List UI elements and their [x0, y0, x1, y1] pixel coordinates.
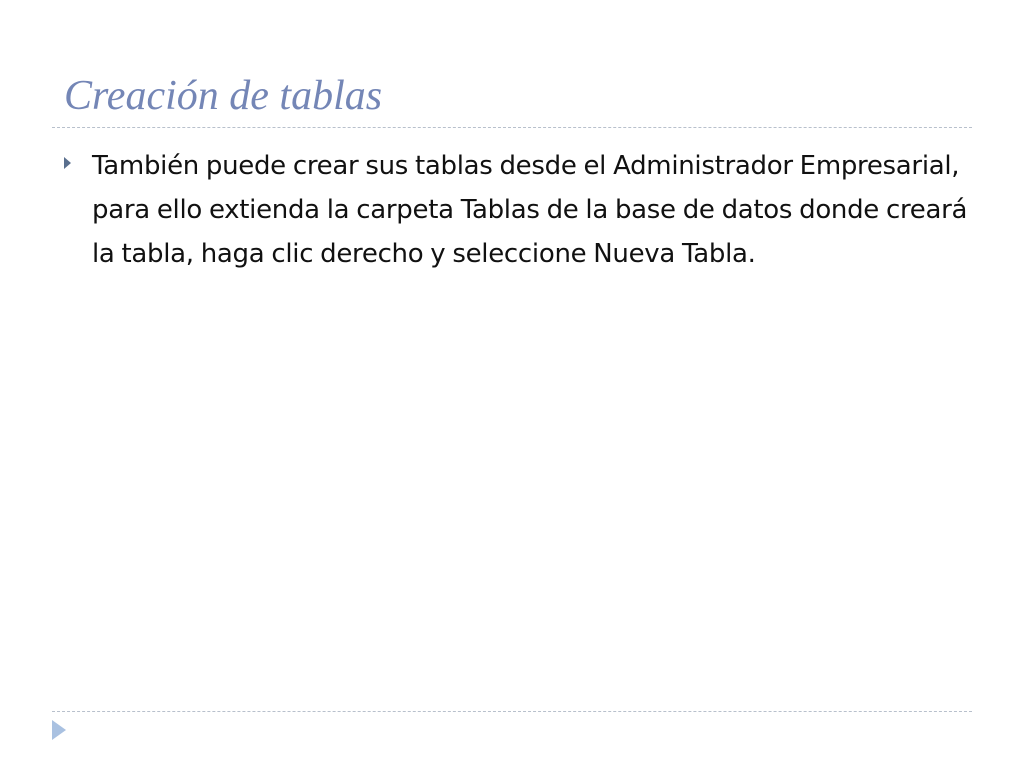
bullet-item	[60, 144, 970, 276]
play-triangle-icon	[52, 720, 66, 740]
slide-title: Creación de tablas	[64, 73, 383, 119]
bullet-text: También puede crear sus tablas desde el Administrador Empresarial, para ello extienda la carpeta Tablas de la base de datos donde creará la tabla, haga clic derecho y seleccione Nueva Tabla.	[92, 151, 968, 269]
footer-divider	[52, 711, 972, 712]
triangle-bullet-icon	[64, 157, 71, 169]
title-divider	[52, 127, 972, 128]
slide-content	[60, 144, 970, 276]
